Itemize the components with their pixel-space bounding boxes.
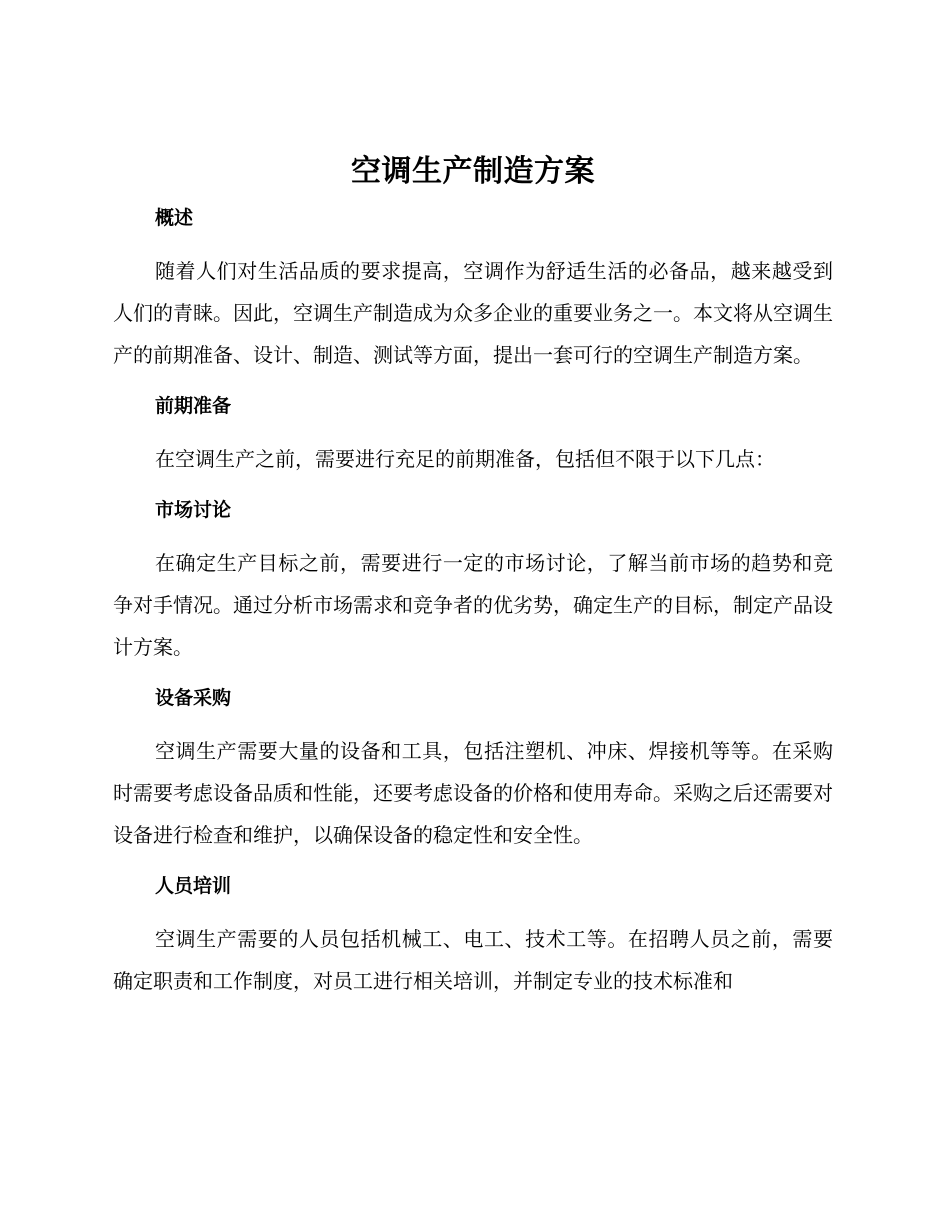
section-heading-market: 市场讨论	[155, 499, 232, 521]
paragraph-equipment: 空调生产需要大量的设备和工具，包括注塑机、冲床、焊接机等等。在采购时需要考虑设备品质和性能，还要考虑设备的价格和使用寿命。采购之后还需要对设备进行检查和维护，以确保设备的稳定性和安全性。	[113, 739, 833, 847]
paragraph-preparation: 在空调生产之前，需要进行充足的前期准备，包括但不限于以下几点：	[155, 447, 775, 471]
section-heading-preparation: 前期准备	[155, 395, 232, 417]
paragraph-overview: 随着人们对生活品质的要求提高，空调作为舒适生活的必备品，越来越受到人们的青睐。因此，空调生产制造成为众多企业的重要业务之一。本文将从空调生产的前期准备、设计、制造、测试等方面，提出一套可行的空调生产制造方案。	[113, 259, 833, 367]
page-title: 空调生产制造方案	[351, 154, 595, 189]
document-body	[113, 150, 833, 1002]
section-heading-equipment: 设备采购	[155, 687, 232, 709]
paragraph-market: 在确定生产目标之前，需要进行一定的市场讨论，了解当前市场的趋势和竞争对手情况。通过分析市场需求和竞争者的优劣势，确定生产的目标，制定产品设计方案。	[113, 551, 833, 659]
section-heading-overview: 概述	[155, 207, 194, 229]
section-heading-training: 人员培训	[155, 875, 232, 897]
paragraph-training: 空调生产需要的人员包括机械工、电工、技术工等。在招聘人员之前，需要确定职责和工作制度，对员工进行相关培训，并制定专业的技术标准和	[113, 927, 833, 993]
